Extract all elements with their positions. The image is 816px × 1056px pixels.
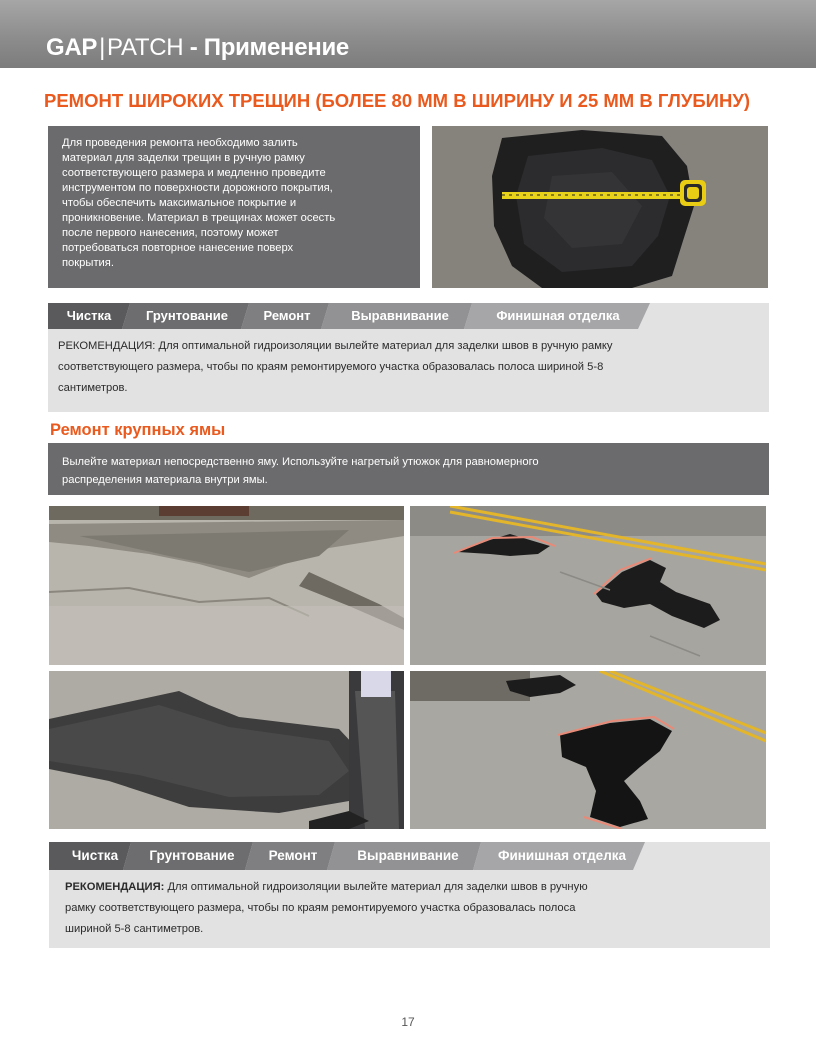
- photo-pothole-road-1: [410, 506, 766, 665]
- recommendation-line: шириной 5-8 сантиметров.: [65, 923, 204, 935]
- text-line: Для проведения ремонта необходимо залить: [62, 137, 298, 149]
- text-line: распределения материала внутри ямы.: [62, 474, 268, 486]
- pothole-before-illustration: [49, 506, 404, 665]
- step-leveling: Выравнивание: [357, 848, 459, 863]
- step-finishing: Финишная отделка: [497, 848, 627, 863]
- text-line: после первого нанесения, поэтому может: [62, 227, 279, 239]
- text-line: покрытия.: [62, 257, 114, 269]
- section2-steps-panel: [49, 842, 770, 948]
- recommendation-label: РЕКОМЕНДАЦИЯ:: [58, 340, 156, 352]
- section1-title: РЕМОНТ ШИРОКИХ ТРЕЩИН (БОЛЕЕ 80 ММ В ШИРИНУ И 25 ММ В ГЛУБИНУ): [44, 90, 750, 111]
- recommendation-label: РЕКОМЕНДАЦИЯ:: [65, 881, 165, 893]
- section1-steps-panel: [48, 303, 769, 412]
- recommendation-line: соответствующего размера, чтобы по краям ремонтируемого участка образовалась полоса шириной 5-8: [58, 361, 604, 373]
- text-line: Вылейте материал непосредственно яму. Используйте нагретый утюжок для равномерного: [62, 456, 539, 468]
- section1-recommendation: [58, 336, 758, 399]
- section2-description-box: [48, 443, 769, 495]
- pothole-road-1-illustration: [410, 506, 766, 665]
- brand-separator: |: [99, 34, 106, 61]
- step-priming: Грунтование: [149, 848, 235, 863]
- header-banner: [0, 0, 816, 68]
- text-line: материал для заделки трещин в ручную рамку: [62, 152, 305, 164]
- photo-pothole-before: [49, 506, 404, 665]
- brand-patch: PATCH: [107, 34, 184, 61]
- recommendation-line: Для оптимальной гидроизоляции вылейте материал для заделки швов в ручную рамку: [155, 340, 613, 352]
- header-title: [46, 34, 349, 62]
- section2-title: Ремонт крупных ямы: [50, 421, 226, 439]
- text-line: соответствующего размера и медленно проведите: [62, 167, 326, 179]
- step-finishing: Финишная отделка: [496, 308, 620, 323]
- section1-description-box: [48, 126, 420, 288]
- photo-pothole-filled: [49, 671, 404, 829]
- page-number: 17: [401, 1015, 415, 1029]
- step-repair: Ремонт: [268, 848, 318, 863]
- text-line: потребоваться повторное нанесение поверх: [62, 242, 294, 254]
- text-line: инструментом по поверхности дорожного покрытия,: [62, 182, 333, 194]
- step-cleaning: Чистка: [66, 308, 112, 323]
- pothole-filled-illustration: [49, 671, 404, 829]
- step-repair: Ремонт: [263, 308, 311, 323]
- pothole-road-2-illustration: [410, 671, 766, 829]
- text-line: чтобы обеспечить максимальное покрытие и: [62, 197, 297, 209]
- crack-photo-illustration: [432, 126, 768, 288]
- recommendation-line: сантиметров.: [58, 382, 128, 394]
- step-leveling: Выравнивание: [351, 308, 449, 323]
- brand-gap: GAP: [46, 34, 98, 61]
- section2-recommendation: [65, 877, 755, 940]
- title-suffix: - Применение: [183, 34, 349, 61]
- step-cleaning: Чистка: [71, 848, 119, 863]
- step-priming: Грунтование: [146, 308, 228, 323]
- text-line: проникновение. Материал в трещинах может осесть: [62, 212, 336, 224]
- recommendation-line: Для оптимальной гидроизоляции вылейте материал для заделки швов в ручную: [164, 881, 588, 893]
- photo-pothole-road-2: [410, 671, 766, 829]
- recommendation-line: рамку соответствующего размера, чтобы по краям ремонтируемого участка образовалась полоса: [65, 902, 576, 914]
- photo-crack-repair: [432, 126, 768, 288]
